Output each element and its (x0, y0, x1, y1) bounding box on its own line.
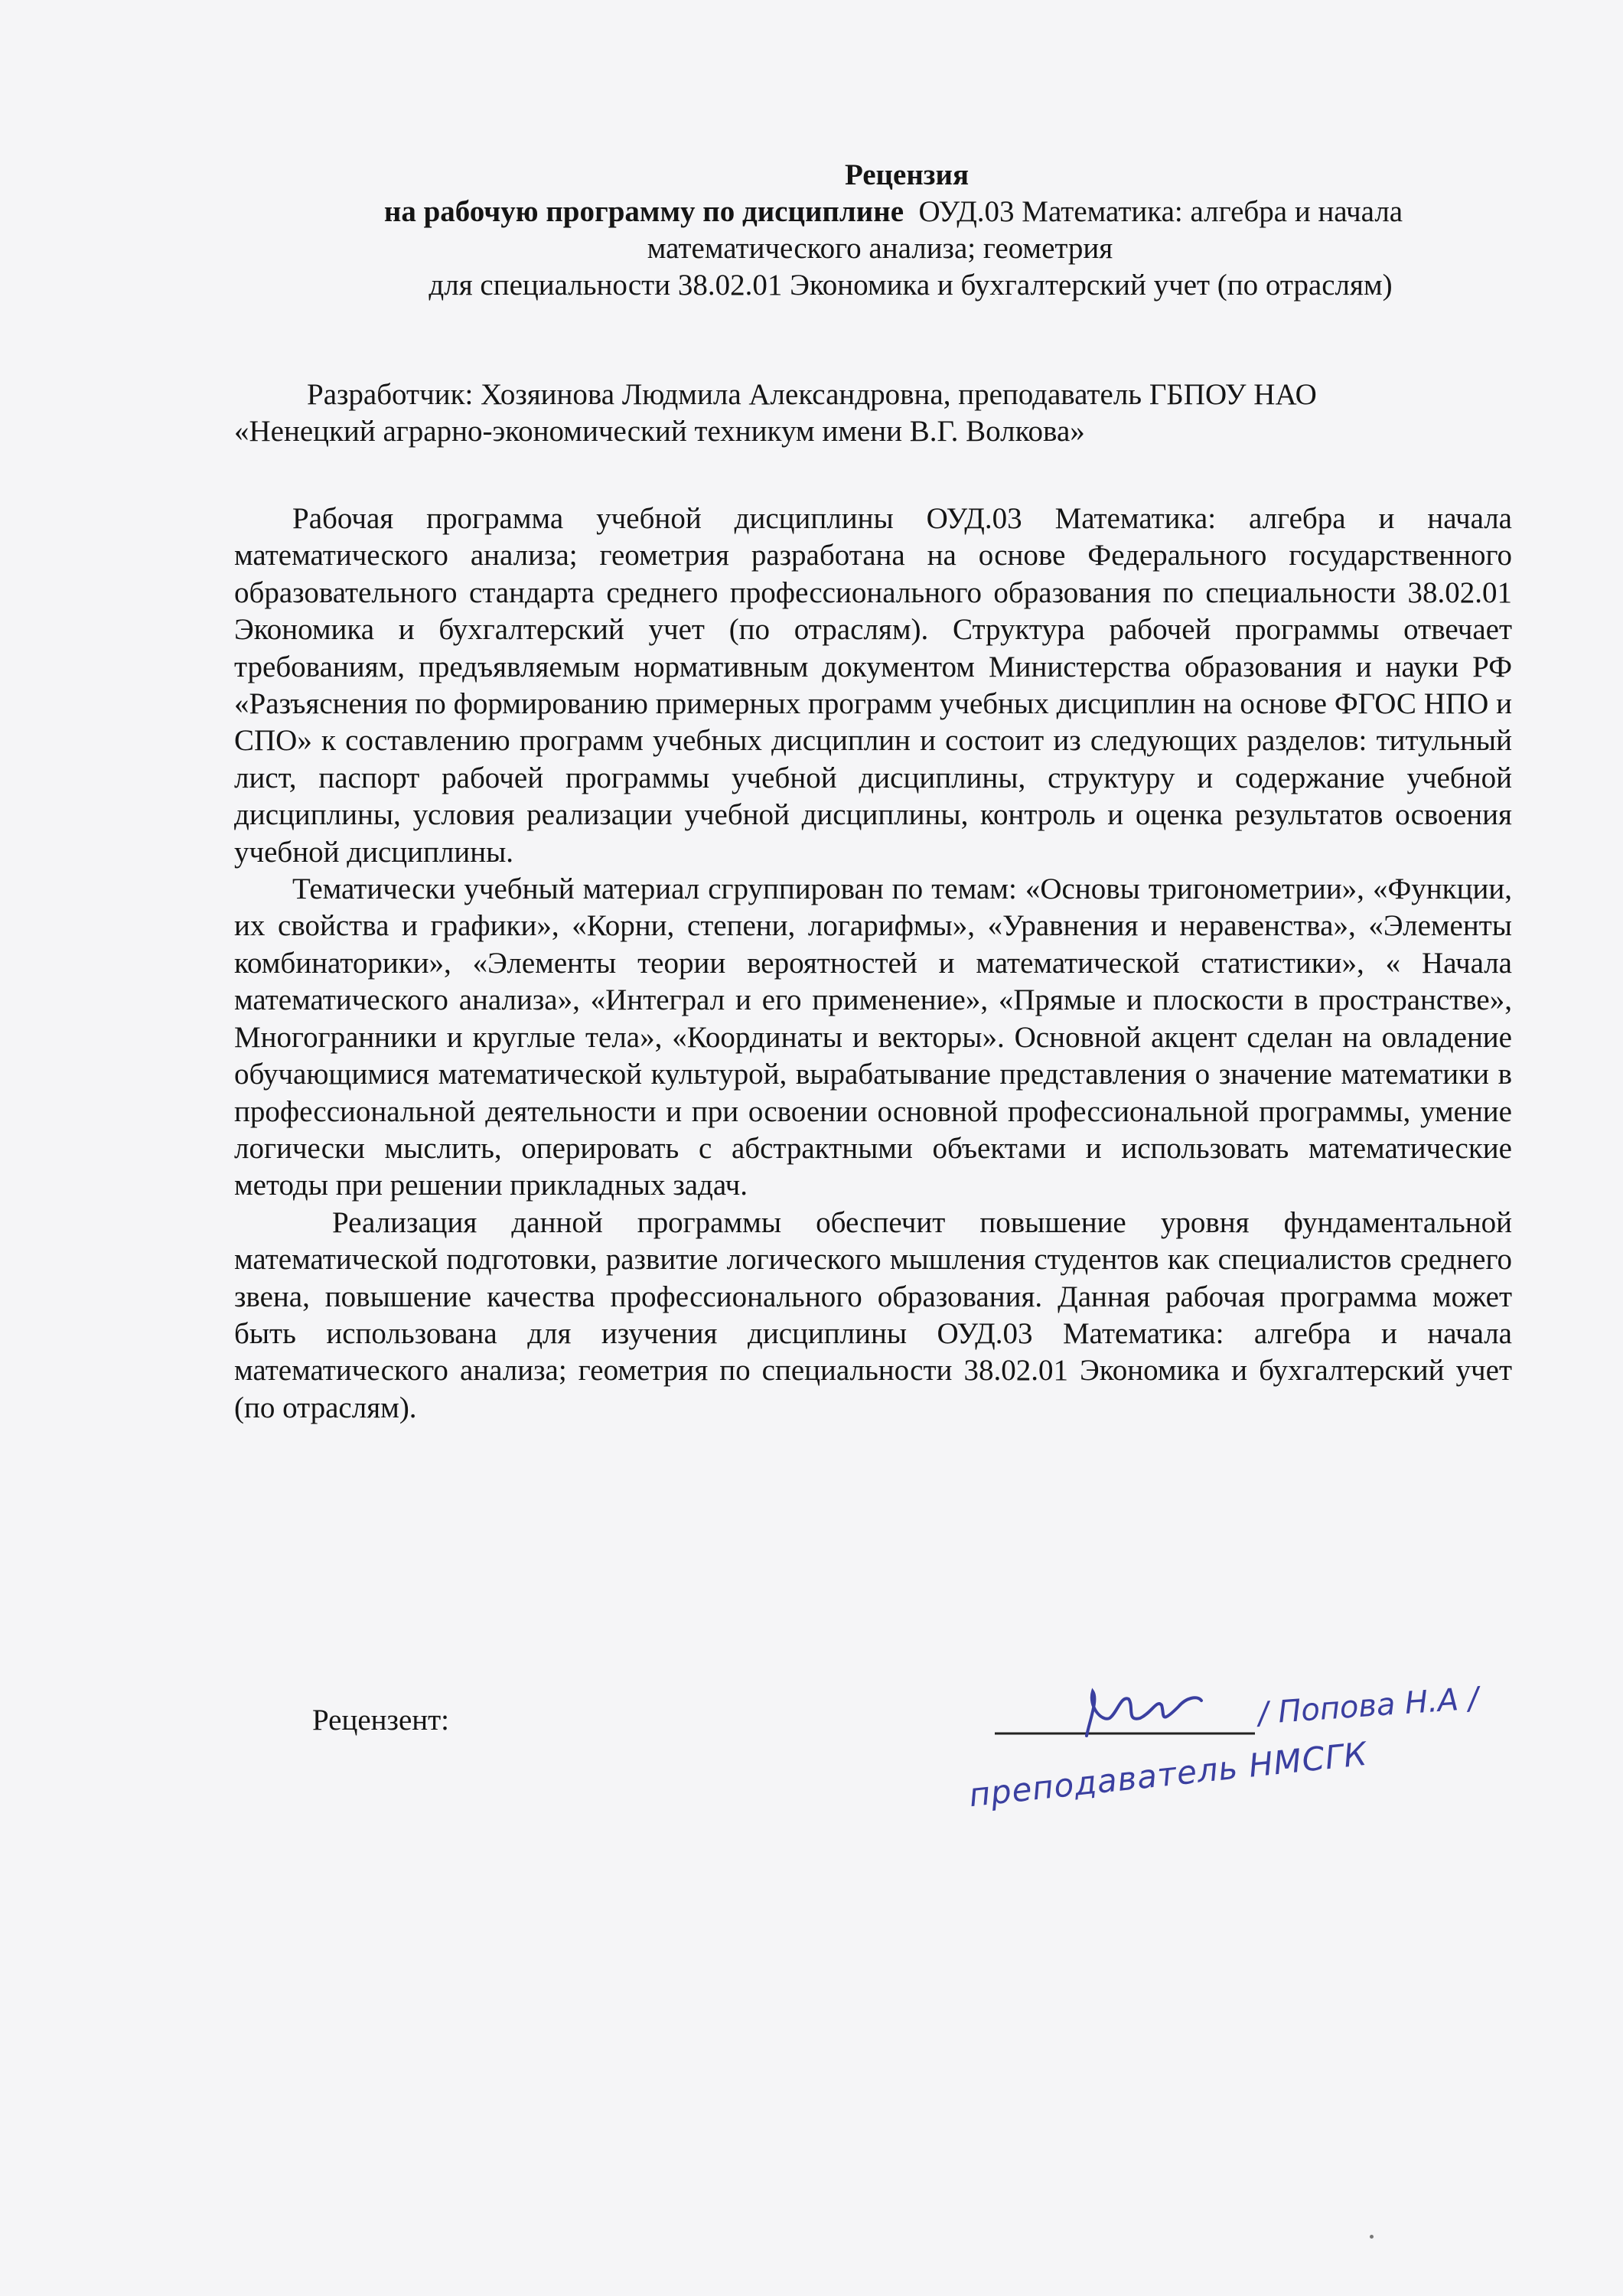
review-body (234, 501, 1512, 1427)
document-title: Рецензия (844, 158, 970, 191)
paragraph-topics: Тематически учебный материал сгруппирован по темам: «Основы тригонометрии», «Функции, их свойства и графики», «Корни, степени, логарифмы», «Уравнения и неравенства», «Элементы комбинаторики», «Элементы теории вероятностей и математической статистики», « Начала математического анализа», «Интеграл и его применение», «Прямые и плоскости в пространстве», Многогранники и круглые тела», «Координаты и векторы». Основной акцент сделан на овладение обучающимися математической культурой, вырабатывание представления о значение математики в профессиональной деятельности и при освоении основной профессиональной программы, умение логически мыслить, оперировать с абстрактными объектами и использовать математические методы при решении прикладных задач. (234, 872, 1512, 1202)
paragraph-conclusion: Реализация данной программы обеспечит повышение уровня фундаментальной математической подготовки, развитие логического мышления студентов как специалистов среднего звена, повышение качества профессионального образования. Данная рабочая программа может быть использована для изучения дисциплины ОУД.03 Математика: алгебра и начала математического анализа; геометрия по специальности 38.02.01 Экономика и бухгалтерский учет (по отраслям). (234, 1205, 1512, 1424)
paragraph-structure: Рабочая программа учебной дисциплины ОУД.03 Математика: алгебра и начала математического анализа; геометрия разработана на основе Федерального государственного образовательного стандарта среднего профессионального образования по специальности 38.02.01 Экономика и бухгалтерский учет (по отраслям). Структура рабочей программы отвечает требованиям, предъявляемым нормативным документом Министерства образования и науки РФ «Разъяснения по формированию примерных программ учебных дисциплин на основе ФГОС НПО и СПО» к составлению программ учебных дисциплин и состоит из следующих разделов: титульный лист, паспорт рабочей программы учебной дисциплины, структуру и содержание учебной дисциплины, условия реализации учебной дисциплины, контроль и оценка результатов освоения учебной дисциплины. (234, 502, 1512, 869)
title-block (230, 157, 1530, 304)
reviewer-signature (957, 1676, 1530, 1852)
title-subject-discipline: ОУД.03 Математика: алгебра и начала (918, 195, 1403, 228)
title-subject-bold: на рабочую программу по дисциплине (383, 195, 904, 228)
title-subject-line (256, 194, 1530, 230)
developer-block (234, 377, 1535, 450)
signature-scribble (1087, 1691, 1201, 1736)
handwritten-reviewer-position: преподаватель НМСГК (966, 1734, 1370, 1815)
title-discipline-continued: математического анализа; геометрия (647, 232, 1113, 265)
developer-name: Разработчик: Хозяинова Людмила Александровна, преподаватель ГБПОУ НАО (307, 378, 1317, 411)
title-specialty: для специальности 38.02.01 Экономика и бухгалтерский учет (по отраслям) (429, 269, 1393, 302)
handwritten-reviewer-name: / Попова Н.А / (1256, 1681, 1480, 1732)
scan-speck (1370, 2235, 1374, 2239)
reviewer-label: Рецензент: (312, 1704, 450, 1737)
developer-institution: «Ненецкий аграрно-экономический техникум имени В.Г. Волкова» (234, 415, 1085, 448)
